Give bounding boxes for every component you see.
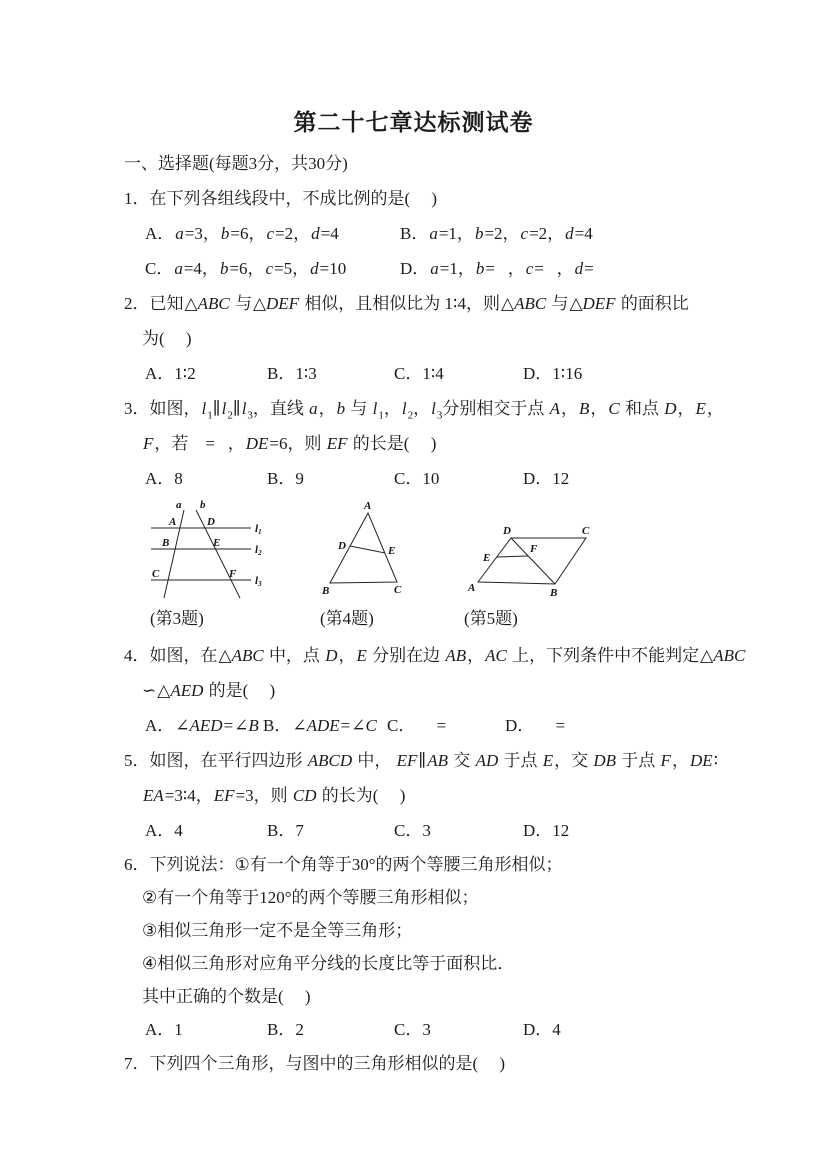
question-6-options — [124, 1013, 703, 1046]
question-5-text-line-2: EA=3∶4，EF=3，则 CD 的长为( ) — [143, 786, 406, 805]
q3-option-a: A．8 — [145, 469, 183, 488]
label-point-D: D — [503, 525, 511, 537]
label-point-D: D — [338, 540, 346, 552]
q6-option-c: C．3 — [394, 1020, 431, 1039]
q3-option-d: D．12 — [523, 469, 570, 488]
question-6-statement-2: ②有一个角等于120°的两个等腰三角形相似； — [142, 888, 479, 907]
segment-EF — [497, 556, 528, 557]
q4-option-b: B．∠ADE=∠C — [263, 716, 377, 735]
q1-option-b: B．a=1，b=2，c=2，d=4 — [400, 224, 593, 243]
label-line-l2: l2 — [255, 544, 262, 557]
figure-q4-caption: (第4题) — [320, 609, 374, 628]
q2-option-d: D．1∶16 — [523, 364, 583, 383]
q5-option-b: B．7 — [267, 821, 304, 840]
question-5-text-line-1: 5．如图，在平行四边形 ABCD 中， EF∥AB 交 AD 于点 E，交 DB 于点 F，DE∶ — [124, 751, 719, 770]
figure-q5-caption: (第5题) — [464, 609, 518, 628]
figures-row — [124, 496, 703, 638]
label-point-C: C — [394, 584, 402, 596]
document-body — [0, 138, 827, 1081]
q4-option-a: A．∠AED=∠B — [145, 716, 259, 735]
question-2-text-line-1: 2．已知△ABC 与△DEF 相似，且相似比为 1∶4，则△ABC 与△DEF 的面积比 — [124, 294, 689, 313]
label-point-C: C — [152, 568, 160, 580]
q1-option-a: A．a=3，b=6，c=2，d=4 — [145, 224, 339, 243]
question-3-options — [124, 461, 703, 496]
question-1-options-row-1 — [124, 216, 703, 251]
question-7-text: 7．下列四个三角形，与图中的三角形相似的是( ) — [124, 1054, 506, 1073]
label-point-B: B — [550, 587, 558, 599]
q6-option-d: D．4 — [523, 1020, 561, 1039]
question-1-options-row-2 — [124, 251, 703, 286]
question-6-text-line-1: 6．下列说法：①有一个角等于30°的两个等腰三角形相似； — [124, 855, 563, 874]
q3-option-c: C．10 — [394, 469, 440, 488]
segment-DE — [350, 546, 385, 553]
label-point-F: F — [530, 543, 538, 555]
question-5-options — [124, 813, 703, 848]
figure-q5-drawing — [462, 496, 602, 608]
q4-option-c: C． = — [387, 716, 447, 735]
figure-q3-parallel-lines — [148, 496, 266, 629]
q5-option-c: C．3 — [394, 821, 431, 840]
q2-option-a: A．1∶2 — [145, 364, 196, 383]
figure-q3-drawing — [148, 496, 266, 608]
question-1-text: 1．在下列各组线段中，不成比例的是( ) — [124, 189, 438, 208]
q6-option-b: B．2 — [267, 1020, 304, 1039]
figure-q4-triangle — [318, 496, 418, 629]
q1-option-d: D．a=1，b= ，c= ，d= — [400, 259, 594, 278]
question-4-text-line-2: ∽△AED 的是( ) — [142, 681, 276, 700]
label-point-A: A — [468, 582, 476, 594]
q3-option-b: B．9 — [267, 469, 304, 488]
label-point-E: E — [483, 552, 491, 564]
transversal-line-b — [196, 510, 240, 598]
question-6-statement-3: ③相似三角形一定不是全等三角形； — [142, 921, 413, 940]
label-line-a: a — [176, 499, 182, 511]
q2-option-b: B．1∶3 — [267, 364, 317, 383]
label-line-l1: l1 — [255, 523, 262, 536]
label-point-B: B — [162, 537, 170, 549]
q2-option-c: C．1∶4 — [394, 364, 444, 383]
section-heading: 一、选择题(每题3分，共30分) — [124, 154, 348, 173]
q1-option-c: C．a=4，b=6，c=5，d=10 — [145, 259, 347, 278]
question-4-text-line-1: 4．如图，在△ABC 中，点 D，E 分别在边 AB，AC 上，下列条件中不能判定△ABC — [124, 646, 746, 665]
question-2-options — [124, 356, 703, 391]
label-line-b: b — [200, 499, 206, 511]
q6-option-a: A．1 — [145, 1020, 183, 1039]
label-point-A: A — [364, 500, 372, 512]
label-point-D: D — [207, 516, 215, 528]
label-point-A: A — [169, 516, 177, 528]
q5-option-d: D．12 — [523, 821, 570, 840]
label-point-B: B — [322, 585, 330, 597]
label-point-C: C — [582, 525, 590, 537]
question-6-statement-4: ④相似三角形对应角平分线的长度比等于面积比． — [142, 954, 515, 973]
question-4-options — [124, 708, 703, 743]
label-point-F: F — [229, 568, 237, 580]
question-6-text-line-5: 其中正确的个数是( ) — [142, 987, 311, 1006]
figure-q5-parallelogram — [462, 496, 602, 629]
question-3-text-line-1: 3．如图，$l_1\parallel l_2\parallel l_3$，直线 a，b 与 $l_1$，$l_2$，$l_3$分别相交于点 A，B，C 和点 D，E， — [124, 399, 724, 422]
q4-option-d: D． = — [505, 716, 566, 735]
document-title: 第二十七章达标测试卷 — [293, 110, 534, 135]
label-line-l3: l3 — [255, 575, 262, 588]
figure-q3-caption: (第3题) — [150, 609, 204, 628]
figure-q4-drawing — [318, 496, 418, 608]
label-point-E: E — [213, 537, 221, 549]
question-3-text-line-2: F，若 = ，DE=6，则 EF 的长是( ) — [143, 434, 437, 453]
question-2-text-line-2: 为( ) — [142, 329, 192, 348]
q5-option-a: A．4 — [145, 821, 183, 840]
label-point-E: E — [388, 545, 396, 557]
